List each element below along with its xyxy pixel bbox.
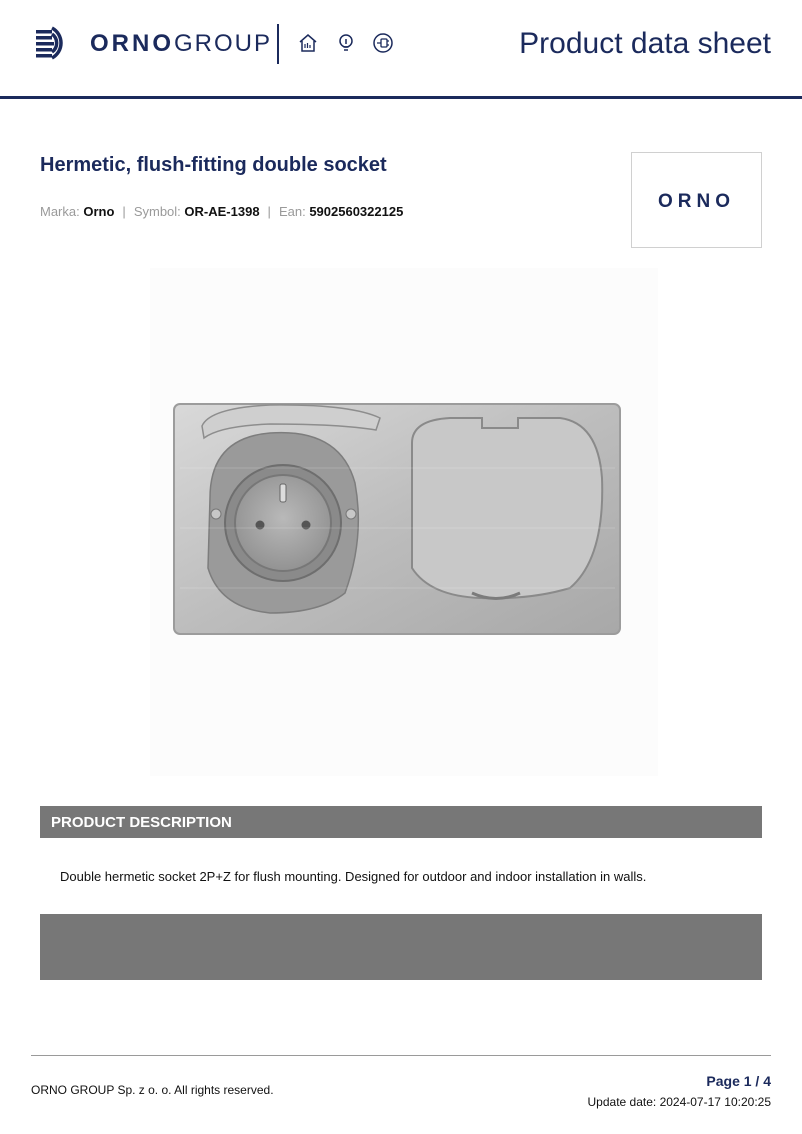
home-smart-icon (297, 32, 319, 54)
product-title: Hermetic, flush-fitting double socket (40, 154, 387, 176)
footer-copyright: ORNO GROUP Sp. z o. o. All rights reserved. (31, 1083, 274, 1097)
brand-wordmark (90, 30, 272, 58)
update-date: Update date: 2024-07-17 10:20:25 (587, 1095, 771, 1109)
brand-value: Orno (83, 204, 115, 219)
brand-logo-box (631, 152, 762, 248)
brand-wordmark-bold: ORNO (90, 30, 174, 57)
footer-rule (31, 1055, 771, 1056)
lightbulb-icon (335, 32, 357, 54)
product-meta (40, 204, 403, 219)
brand-wordmark-light: GROUP (174, 30, 273, 57)
section-band (40, 914, 762, 980)
meta-separator: | (122, 204, 126, 219)
document-title: Product data sheet (519, 27, 771, 60)
brand-label: Marka: (40, 204, 80, 219)
section-header-label: PRODUCT DESCRIPTION (51, 814, 232, 831)
plug-icon (372, 32, 394, 54)
header-rule (0, 96, 802, 99)
brand-logo-text: ORNO (658, 191, 735, 212)
symbol-value: OR-AE-1398 (184, 204, 260, 219)
meta-separator: | (267, 204, 271, 219)
page-number: Page 1 / 4 (706, 1073, 771, 1089)
product-description-text: Double hermetic socket 2P+Z for flush mounting. Designed for outdoor and indoor installation in walls. (60, 869, 647, 884)
orno-logo-icon (34, 22, 76, 64)
ean-value: 5902560322125 (309, 204, 404, 219)
header-divider (277, 24, 279, 64)
section-header-description (40, 806, 762, 838)
ean-label: Ean: (278, 204, 306, 219)
symbol-label: Symbol: (133, 204, 181, 219)
product-photo (150, 268, 658, 776)
